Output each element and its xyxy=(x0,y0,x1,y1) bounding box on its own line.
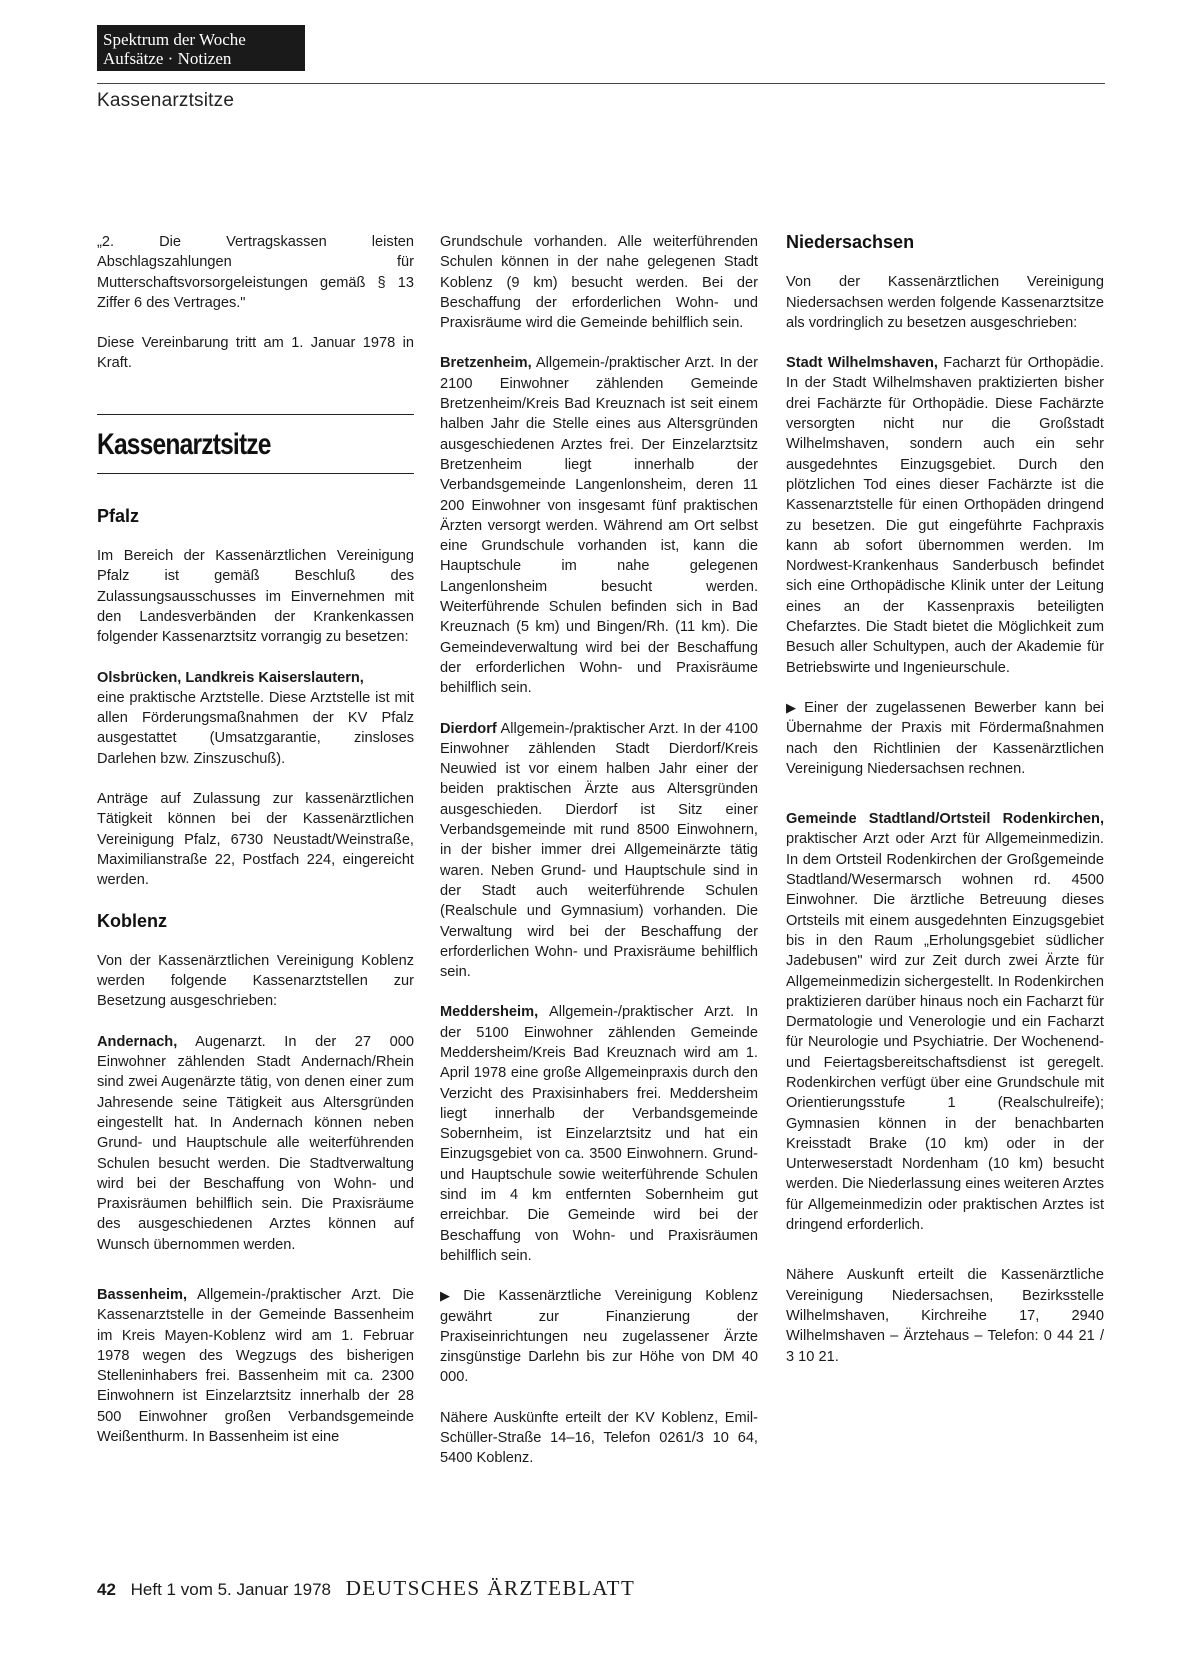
listing-text: Augenarzt. In der 27 000 Einwohner zählenden Stadt Andernach/Rhein sind zwei Augenärzte tätig, von denen einer zum Jahresende seine Tätigkeit aus Altersgründen eingestellt hat. In Andernach können neben Grund- und Hauptschule alle weiterführenden Schulen besucht werden. Die Stadtverwaltung wird bei der Beschaffung von Wohn- und Praxisräumen behilflich sein. Die Praxisräume des ausgeschiedenen Arztes können auf Wunsch übernommen werden. xyxy=(97,1033,414,1253)
section-heading-koblenz: Koblenz xyxy=(97,910,167,931)
triangle-right-icon: ▶ xyxy=(440,1288,460,1304)
paragraph: Von der Kassenärztlichen Vereinigung Niedersachsen werden folgende Kassenarztsitze als vordringlich zu besetzen ausgeschrieben: xyxy=(786,274,1104,331)
listing-place: Stadt Wilhelmshaven, xyxy=(786,355,938,372)
masthead-line-1: Spektrum der Woche xyxy=(103,30,246,49)
listing-text: Allgemein-/praktischer Arzt. Die Kassenarztstelle in der Gemeinde Bassenheim im Kreis Mayen-Koblenz wird am 1. Februar 1978 wegen des Wegzugs des bisherigen Stelleninhabers frei. Bassenheim mit ca. 2300 Einwohnern ist Einzelarztsitz innerhalb der 28 500 Einwohner großen Verbandsgemeinde Weißenthurm. In Bassenheim ist eine xyxy=(97,1286,415,1446)
listing-place: Andernach, xyxy=(97,1033,178,1050)
article-title: Kassenarztsitze xyxy=(97,427,271,461)
listing-bretzenheim xyxy=(440,353,758,698)
section-masthead xyxy=(97,25,305,71)
note-text: Die Kassenärztliche Vereinigung Koblenz gewährt zur Finanzierung der Praxiseinrichtungen neu zugelassener Ärzte zinsgünstige Darlehn bis zur Höhe von DM 40 000. xyxy=(440,1288,759,1386)
column-2 xyxy=(440,232,758,1489)
note-text: Einer der zugelassenen Bewerber kann bei Übernahme der Praxis mit Fördermaßnahmen nach den Richtlinien der Kassenärztlichen Vereinigung Niedersachsen rechnen. xyxy=(786,699,1105,777)
listing-andernach xyxy=(97,1032,414,1255)
contact-niedersachsen: Nähere Auskunft erteilt die Kassenärztliche Vereinigung Niedersachsen, Bezirksstelle Wilhelmshaven, Kirchreihe 17, 2940 Wilhelmshaven – Ärztehaus – Telefon: 0 44 21 / 3 10 21. xyxy=(786,1267,1104,1365)
listing-place: Gemeinde Stadtland/Ortsteil Rodenkirchen, xyxy=(786,811,1104,828)
listing-bassenheim xyxy=(97,1285,414,1447)
column-3 xyxy=(786,232,1104,1387)
issue-info: Heft 1 vom 5. Januar 1978 xyxy=(130,1580,331,1599)
listing-place: Bretzenheim, xyxy=(440,355,532,372)
listing-wilhelmshaven xyxy=(786,353,1104,678)
paragraph: Anträge auf Zulassung zur kassenärztlichen Tätigkeit können bei der Kassenärztlichen Vereinigung Pfalz, 6730 Neustadt/Weinstraße, Maximilianstraße 22, Postfach 224, eingereicht werden. xyxy=(97,791,414,889)
page-number: 42 xyxy=(97,1580,116,1599)
paragraph: Im Bereich der Kassenärztlichen Vereinigung Pfalz ist gemäß Beschluß des Zulassungsausschusses im Einvernehmen mit den Landesverbänden der Krankenkassen folgender Kassenarztsitz vorrangig zu besetzen: xyxy=(97,548,414,646)
section-heading-niedersachsen: Niedersachsen xyxy=(786,232,915,252)
listing-place: Bassenheim, xyxy=(97,1286,188,1303)
listing-meddersheim xyxy=(440,1002,758,1266)
article-title-block xyxy=(97,414,414,474)
listing-text: Allgemein-/praktischer Arzt. In der 4100 Einwohner zählenden Stadt Dierdorf/Kreis Neuwied ist vor einem halben Jahr einer der beiden praktischen Ärzte aus Altersgründen ausgeschieden. Dierdorf ist Sitz einer Verbandsgemeinde mit rund 8500 Einwohnern, in der bisher immer drei Allgemeinärzte tätig waren. Neben Grund- und Hauptschule sind in der Stadt auch weiterführende Schulen (Realschule und Gymnasium) vorhanden. Die Verwaltung wird bei der Beschaffung der erforderlichen Wohn- und Praxisräume behilflich sein. xyxy=(440,720,759,981)
header-rule xyxy=(97,83,1105,84)
listing-text: Allgemein-/praktischer Arzt. In der 5100 Einwohner zählenden Gemeinde Meddersheim/Kreis Bad Kreuznach wird am 1. April 1978 eine große Allgemeinpraxis durch den Verzicht des Praxisinhabers frei. Meddersheim liegt innerhalb der Verbandsgemeinde Sobernheim, ist Einzelarztsitz und hat ein Einzugsgebiet von ca. 3500 Einwohnern. Grund- und Hauptschule sowie weiterführende Schulen sind im 4 km entfernten Sobernheim gut erreichbar. Die Gemeinde wird bei der Beschaffung von Wohn- und Praxisräumen behilflich sein. xyxy=(440,1004,758,1264)
page-footer xyxy=(97,1576,997,1601)
column-1 xyxy=(97,232,414,1467)
running-head: Kassenarztsitze xyxy=(97,90,235,111)
contact-koblenz: Nähere Auskünfte erteilt der KV Koblenz, Emil-Schüller-Straße 14–16, Telefon 0261/3 10 64, 5400 Koblenz. xyxy=(440,1409,758,1467)
note-bewerber xyxy=(786,698,1104,779)
paragraph: Grundschule vorhanden. Alle weiterführenden Schulen können in der nahe gelegenen Stadt Koblenz (9 km) besucht werden. Bei der Beschaffung der erforderlichen Wohn- und Praxisräume wird die Gemeinde behilflich sein. xyxy=(440,234,758,332)
listing-dierdorf xyxy=(440,719,758,983)
masthead-line-2: Aufsätze · Notizen xyxy=(103,49,232,68)
journal-name: DEUTSCHES ÄRZTEBLATT xyxy=(345,1576,636,1600)
listing-place: Dierdorf xyxy=(440,720,497,737)
listing-place: Olsbrücken, Landkreis Kaiserslautern, xyxy=(97,669,364,686)
listing-stadtland xyxy=(786,809,1104,1235)
paragraph: Diese Vereinbarung tritt am 1. Januar 1978 in Kraft. xyxy=(97,335,414,372)
paragraph: „2. Die Vertragskassen leisten Abschlagszahlungen für Mutterschaftsvorsorgeleistungen gemäß § 13 Ziffer 6 des Vertrages." xyxy=(97,234,414,311)
section-heading-pfalz: Pfalz xyxy=(97,505,140,526)
listing-place: Meddersheim, xyxy=(440,1004,539,1021)
paragraph: Von der Kassenärztlichen Vereinigung Koblenz werden folgende Kassenarztstellen zur Besetzung ausgeschrieben: xyxy=(97,952,414,1010)
listing-text: praktischer Arzt oder Arzt für Allgemeinmedizin. In dem Ortsteil Rodenkirchen der Großgemeinde Stadtland/Wesermarsch wohnen rd. 4500 Einwohner. Die ärztliche Betreuung dieses Ortsteils mit einem ausgedehnten Einzugsgebiet bis in den Raum „Erholungsgebiet südlicher Jadebusen" wird zur Zeit durch zwei Ärzte für Allgemeinmedizin sichergestellt. In Rodenkirchen praktizieren darüber hinaus noch ein Facharzt für Dermatologie und Venerologie und ein Facharzt für Neurologie und Psychiatrie. Der Wochenend- und Feiertagsbereitschaftsdienst ist geregelt. Rodenkirchen verfügt über eine Grundschule mit Orientierungsstufe 1 (Realschulreife); Gymnasien können in der benachbarten Kreisstadt Brake (10 km) oder in der Unterweserstadt Nordenham (10 km) besucht werden. Die Niederlassung eines weiteren Arztes für Allgemeinmedizin oder praktischen Arztes ist dringend erforderlich. xyxy=(786,831,1104,1234)
listing-text: Facharzt für Orthopädie. In der Stadt Wilhelmshaven praktizierten bisher drei Fachärzte für Orthopädie. Diese Fachärzte versorgten nicht nur die Großstadt Wilhelmshaven, sondern auch ein sehr ausgedehntes Einzugsgebiet. Durch den plötzlichen Tod eines dieser Fachärzte ist die Kassenarztstelle für einen Orthopäden dringend zu besetzen. Die gut eingeführte Fachpraxis kann ab sofort übernommen werden. Im Nordwest-Krankenhaus Sanderbusch befindet sich eine Orthopädische Klinik unter der Leitung eines an der Kassenpraxis beteiligten Chefarztes. Die Stadt bietet die Möglichkeit zum Besuch aller Schultypen, auch der Akademie für Betriebswirte und Ingenieurschule. xyxy=(786,355,1104,676)
listing-text: Allgemein-/praktischer Arzt. In der 2100 Einwohner zählenden Gemeinde Bretzenheim/Kreis Bad Kreuznach ist seit einem halben Jahr die Stelle eines aus Altersgründen ausgeschiedenen Arztes frei. Der Einzelarztsitz Bretzenheim liegt innerhalb der Verbandsgemeinde Langenlonsheim, deren 11 200 Einwohner von insgesamt fünf praktischen Ärzten versorgt werden. Während am Ort selbst eine Grundschule vorhanden ist, kann die Hauptschule im nahe gelegenen Langenlonsheim besucht werden. Weiterführende Schulen befinden sich in Bad Kreuznach (5 km) und Bingen/Rh. (11 km). Die Gemeindeverwaltung wird bei der Beschaffung der erforderlichen Wohn- und Praxisräume behilflich sein. xyxy=(440,355,758,697)
listing-olsbruecken xyxy=(97,668,414,769)
triangle-right-icon: ▶ xyxy=(786,699,801,715)
listing-text: eine praktische Arztstelle. Diese Arztstelle ist mit allen Förderungsmaßnahmen der KV Pfalz ausgestattet (Umsatzgarantie, zinsloses Darlehen bzw. Zinszuschuß). xyxy=(97,689,414,767)
note-kv-koblenz xyxy=(440,1286,758,1387)
